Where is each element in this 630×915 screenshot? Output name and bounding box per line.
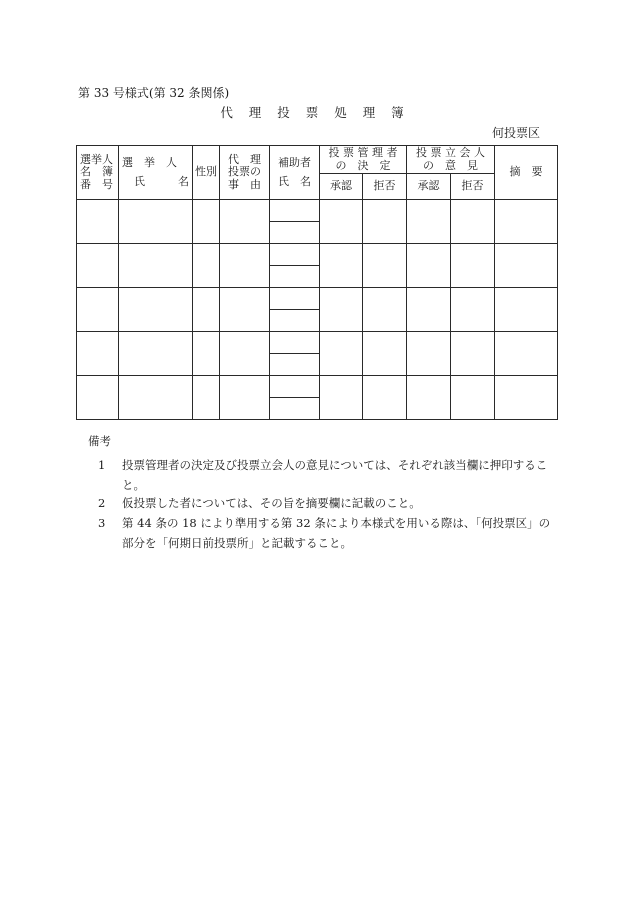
table-cell [451, 376, 495, 420]
header-witness-reject: 拒否 [451, 174, 495, 200]
table-cell [320, 376, 363, 420]
header-text: 補助者 [278, 155, 311, 169]
helper-name-cell [270, 200, 320, 222]
helper-name-cell [270, 398, 320, 420]
table-cell [320, 200, 363, 244]
header-text: 名 簿 [80, 165, 113, 179]
table-cell [193, 332, 220, 376]
header-text: 投票の [228, 165, 261, 179]
polling-district: 何投票区 [491, 126, 540, 140]
table-cell [77, 288, 119, 332]
header-sex: 性別 [193, 146, 220, 200]
table-cell [407, 244, 451, 288]
header-helper-name [270, 146, 320, 200]
header-text: 選 挙 人 [122, 155, 177, 169]
table-row [77, 288, 558, 310]
table-row [77, 376, 558, 398]
header-elector-name [119, 146, 193, 200]
table-cell [119, 376, 193, 420]
note-text: 仮投票した者については、その旨を摘要欄に記載のこと。 [122, 496, 421, 510]
table-cell [119, 288, 193, 332]
note-text: 第 44 条の 18 により準用する第 32 条により本様式を用いる際は、「何投票区」の部分を「何期日前投票所」と記載すること。 [122, 516, 551, 550]
table-cell [220, 244, 270, 288]
notes-title: 備考 [88, 434, 111, 448]
table-cell [495, 332, 558, 376]
table-cell [451, 288, 495, 332]
header-remarks: 摘 要 [495, 146, 558, 200]
table-cell [320, 332, 363, 376]
header-manager-reject: 拒否 [363, 174, 407, 200]
table-cell [119, 332, 193, 376]
header-text: の 意 見 [423, 158, 478, 172]
helper-name-cell [270, 288, 320, 310]
table-cell [77, 332, 119, 376]
header-text: の 決 定 [335, 158, 391, 172]
header-text: 氏 名 [134, 174, 189, 188]
note-number: 1 [98, 458, 106, 472]
header-manager-approve: 承認 [320, 174, 363, 200]
table-cell [193, 200, 220, 244]
table-cell [363, 200, 407, 244]
helper-name-cell [270, 376, 320, 398]
header-text: 投 票 立 会 人 [416, 146, 485, 159]
table-cell [220, 288, 270, 332]
note-text: 投票管理者の決定及び投票立会人の意見については、それぞれ該当欄に押印すること。 [122, 458, 548, 492]
helper-name-cell [270, 222, 320, 244]
table-cell [495, 244, 558, 288]
table-cell [451, 200, 495, 244]
table-cell [407, 288, 451, 332]
header-proxy-reason [220, 146, 270, 200]
table-cell [77, 244, 119, 288]
table-cell [363, 244, 407, 288]
table-cell [495, 376, 558, 420]
table-cell [407, 376, 451, 420]
table-cell [193, 376, 220, 420]
table-cell [451, 332, 495, 376]
header-text: 選挙人 [80, 152, 113, 166]
form-number: 第 33 号様式(第 32 条関係) [78, 86, 230, 100]
table-cell [220, 332, 270, 376]
table-cell [363, 376, 407, 420]
helper-name-cell [270, 354, 320, 376]
header-witness-approve: 承認 [407, 174, 451, 200]
table-row [77, 244, 558, 266]
table-cell [451, 244, 495, 288]
table-cell [495, 200, 558, 244]
header-manager-decision [320, 146, 407, 174]
table-cell [363, 288, 407, 332]
helper-name-cell [270, 244, 320, 266]
header-text: 氏 名 [278, 174, 311, 188]
header-text: 代 理 [228, 152, 261, 166]
table-cell [363, 332, 407, 376]
table-cell [407, 332, 451, 376]
helper-name-cell [270, 310, 320, 332]
note-number: 2 [98, 496, 106, 510]
header-witness-opinion [407, 146, 495, 174]
proxy-vote-register-table [76, 145, 558, 420]
header-text: 投 票 管 理 者 [328, 146, 398, 159]
helper-name-cell [270, 332, 320, 354]
table-cell [320, 288, 363, 332]
table-cell [119, 200, 193, 244]
document-title: 代 理 投 票 処 理 簿 [220, 105, 410, 120]
header-text: 事 由 [228, 177, 261, 191]
table-cell [220, 376, 270, 420]
table-cell [220, 200, 270, 244]
table-cell [77, 376, 119, 420]
note-number: 3 [98, 516, 106, 530]
helper-name-cell [270, 266, 320, 288]
table-cell [119, 244, 193, 288]
table-row [77, 332, 558, 354]
table-cell [320, 244, 363, 288]
table-cell [77, 200, 119, 244]
table-cell [193, 288, 220, 332]
table-cell [495, 288, 558, 332]
header-text: 番 号 [80, 177, 113, 191]
header-elector-number [77, 146, 119, 200]
table-cell [193, 244, 220, 288]
table-row [77, 200, 558, 222]
table-cell [407, 200, 451, 244]
